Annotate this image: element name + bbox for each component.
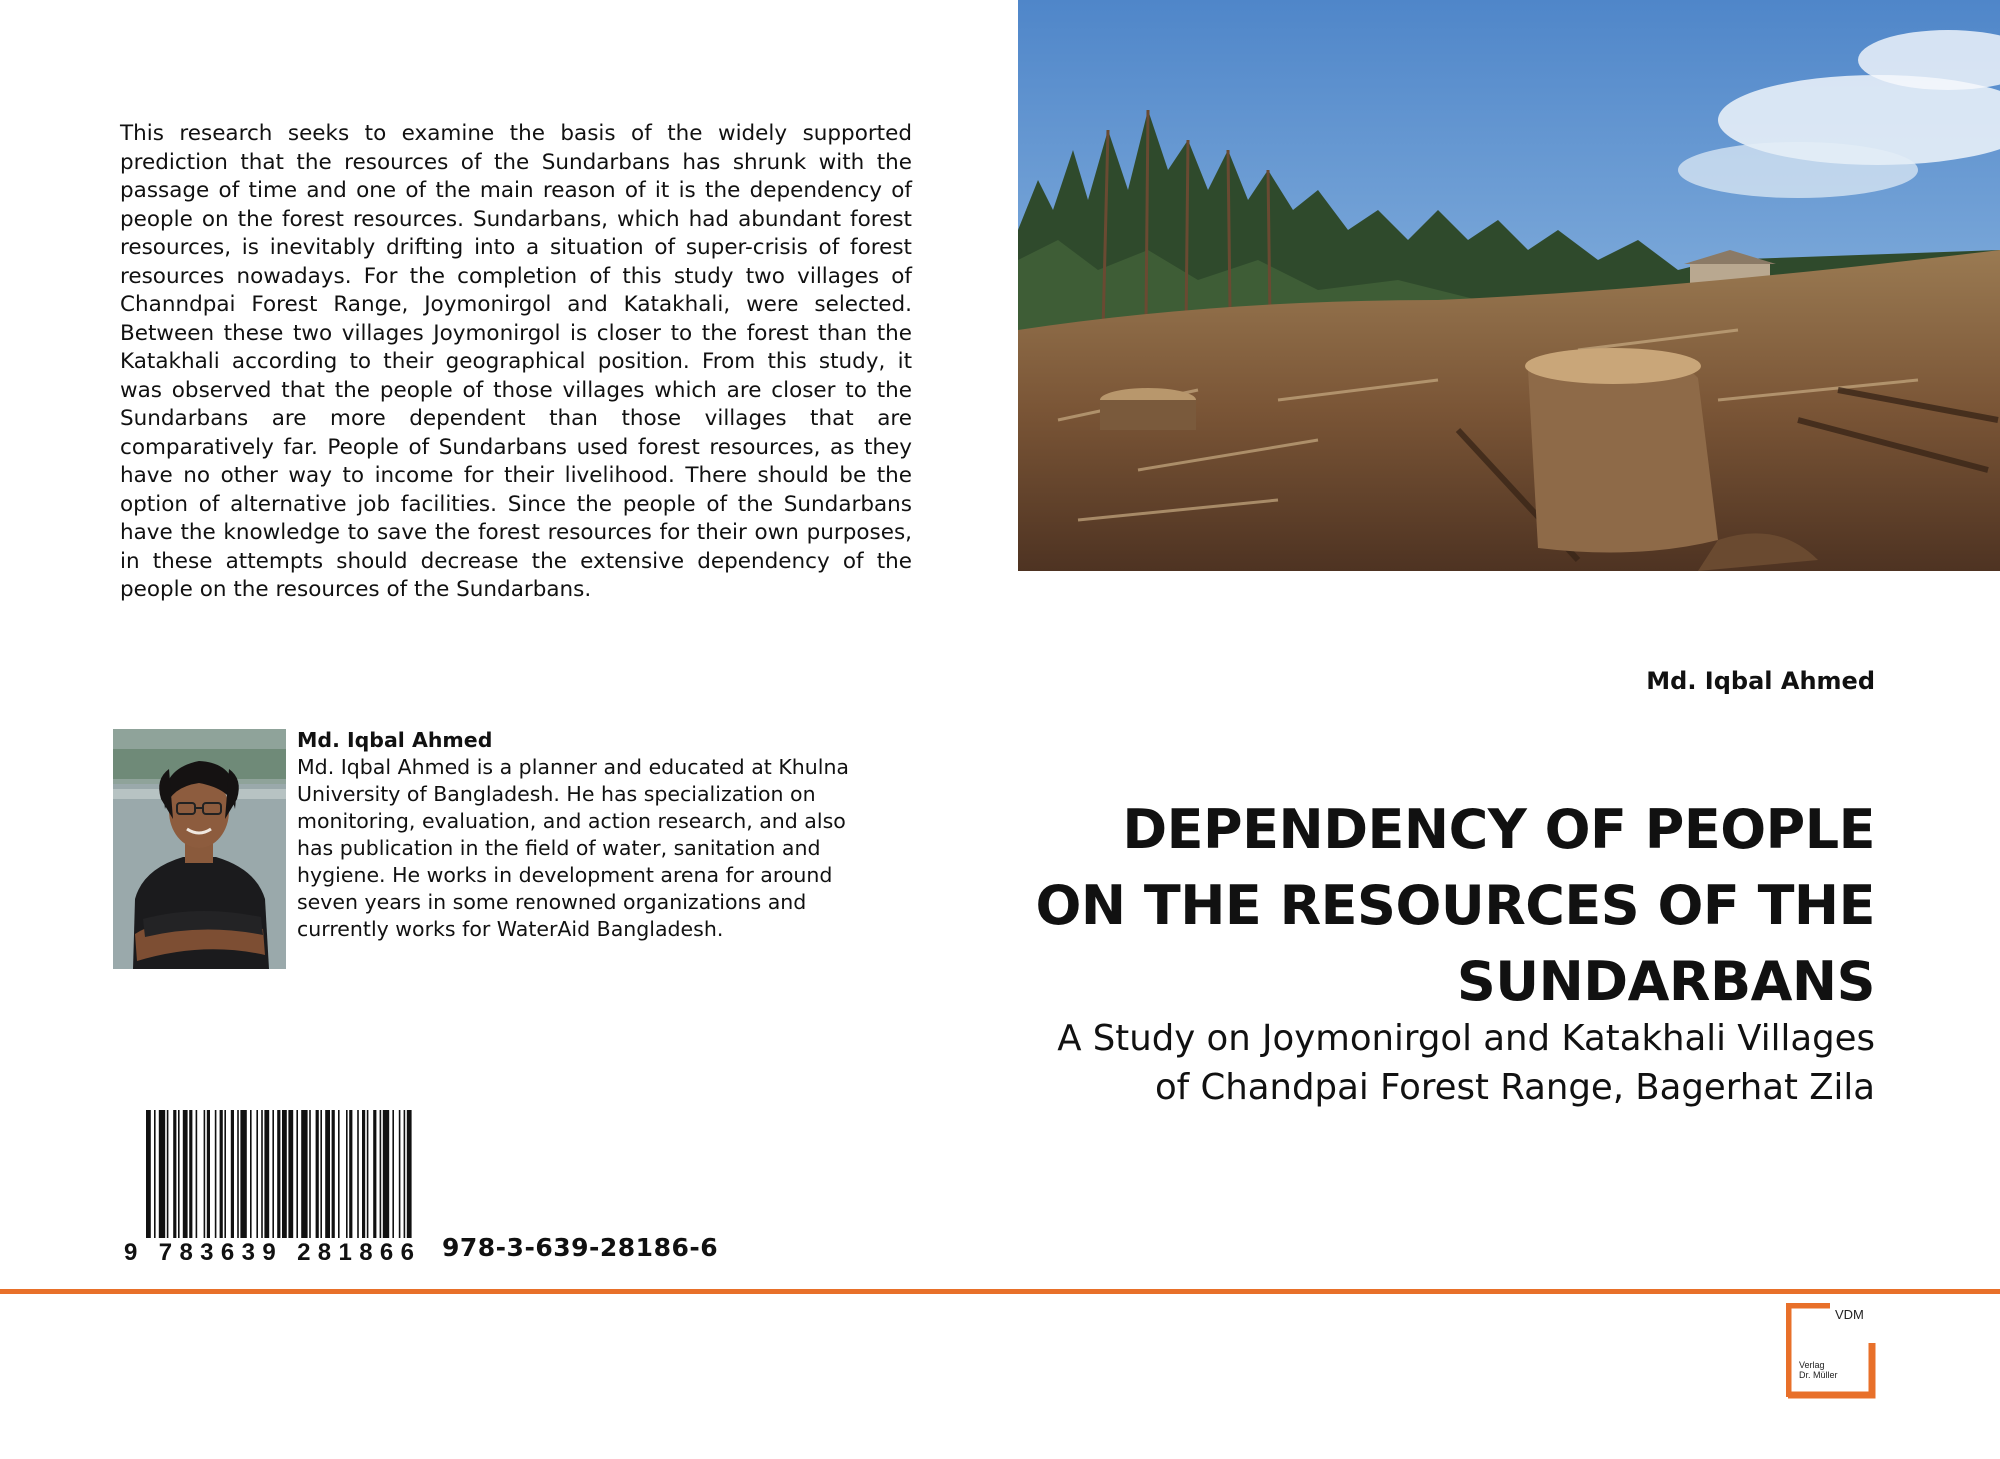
barcode-bar (407, 1110, 412, 1238)
barcode-bar (373, 1110, 376, 1238)
barcode-bar (189, 1110, 192, 1238)
barcode-bar (362, 1110, 365, 1238)
barcode-bar (196, 1110, 198, 1238)
isbn-number: 978-3-639-28186-6 (442, 1233, 719, 1262)
barcode (116, 1110, 416, 1268)
barcode-bar (256, 1110, 258, 1238)
barcode-bar (146, 1110, 151, 1238)
author-photo (113, 729, 286, 969)
barcode-bars (146, 1110, 412, 1238)
logo-subtext (1799, 1360, 1869, 1380)
barcode-bar (288, 1110, 293, 1238)
barcode-bar (178, 1110, 180, 1238)
barcode-bar (309, 1110, 311, 1238)
logo-sub-line-1: Verlag (1799, 1360, 1825, 1370)
barcode-bar (183, 1110, 188, 1238)
barcode-bar (240, 1110, 246, 1238)
barcode-bar (399, 1110, 401, 1238)
barcode-bar (380, 1110, 382, 1238)
barcode-digits: 9 783639 281866 (124, 1239, 414, 1266)
barcode-bar (282, 1110, 287, 1238)
barcode-bar (154, 1110, 156, 1238)
barcode-bar (272, 1110, 274, 1238)
barcode-bar (325, 1110, 330, 1238)
barcode-bar (159, 1110, 165, 1238)
barcode-bar (392, 1110, 394, 1238)
barcode-bar (237, 1110, 239, 1238)
barcode-bar (173, 1110, 176, 1238)
barcode-bar (367, 1110, 369, 1238)
bio-text: Md. Iqbal Ahmed is a planner and educated at Khulna University of Bangladesh. He has specialization on monitoring, evaluation, and action research, and also has publication in the field of water, sanitation and hygiene. He works in development arena for around seven years in some renowned organizations and currently works for WaterAid Bangladesh. (297, 755, 849, 941)
barcode-bar (207, 1110, 210, 1238)
barcode-bar (404, 1110, 406, 1238)
barcode-bar (224, 1110, 226, 1238)
barcode-bar (332, 1110, 335, 1238)
barcode-bar (277, 1110, 280, 1238)
orange-divider (0, 1289, 2000, 1294)
barcode-bar (220, 1110, 223, 1238)
barcode-bar (320, 1110, 322, 1238)
barcode-bar (167, 1110, 169, 1238)
book-subtitle: A Study on Joymonirgol and Katakhali Villages of Chandpai Forest Range, Bagerhat Zila (1057, 1018, 1875, 1108)
logo-text-vdm: VDM (1835, 1307, 1864, 1322)
barcode-bar (264, 1110, 269, 1238)
front-cover-author: Md. Iqbal Ahmed (1646, 667, 1875, 695)
barcode-bar (261, 1110, 263, 1238)
book-title: DEPENDENCY OF PEOPLE ON THE RESOURCES OF THE SUNDARBANS (1035, 798, 1875, 1013)
barcode-bar (338, 1110, 340, 1238)
bio-author-name: Md. Iqbal Ahmed (297, 728, 493, 752)
barcode-bar (301, 1110, 307, 1238)
barcode-bar (231, 1110, 234, 1238)
logo-sub-line-2: Dr. Müller (1799, 1370, 1838, 1380)
barcode-bar (349, 1110, 352, 1238)
barcode-bar (316, 1110, 319, 1238)
cover-photo-deforested-land (1018, 0, 2000, 571)
barcode-bar (383, 1110, 389, 1238)
barcode-bar (346, 1110, 348, 1238)
barcode-bar (204, 1110, 206, 1238)
back-cover-blurb: This research seeks to examine the basis of the widely supported prediction that the resources of the Sundarbans has shrunk with the passage of time and one of the main reason of it is the dependency of people on the forest resources. Sundarbans, which had abundant forest resources, is inevitably drifting into a situation of super-crisis of forest resources nowadays. For the completion of this study two villages of Channdpai Forest Range, Joymonirgol and Katakhali, were selected. Between these two villages Joymonirgol is closer to the forest than the Katakhali according to their geographical position. From this study, it was observed that the people of those villages which are closer to the Sundarbans are more dependent than those villages that are comparatively far. People of Sundarbans used forest resources, as they have no other way to income for their livelihood. There should be the option of alternative job facilities. Since the people of the Sundarbans have the knowledge to save the forest resources for their own purposes, in these attempts should decrease the extensive dependency of the people on the resources of the Sundarbans. (120, 121, 912, 602)
barcode-bar (215, 1110, 217, 1238)
barcode-bar (296, 1110, 298, 1238)
publisher-logo (1786, 1303, 1876, 1399)
barcode-bar (250, 1110, 252, 1238)
barcode-bar (357, 1110, 359, 1238)
